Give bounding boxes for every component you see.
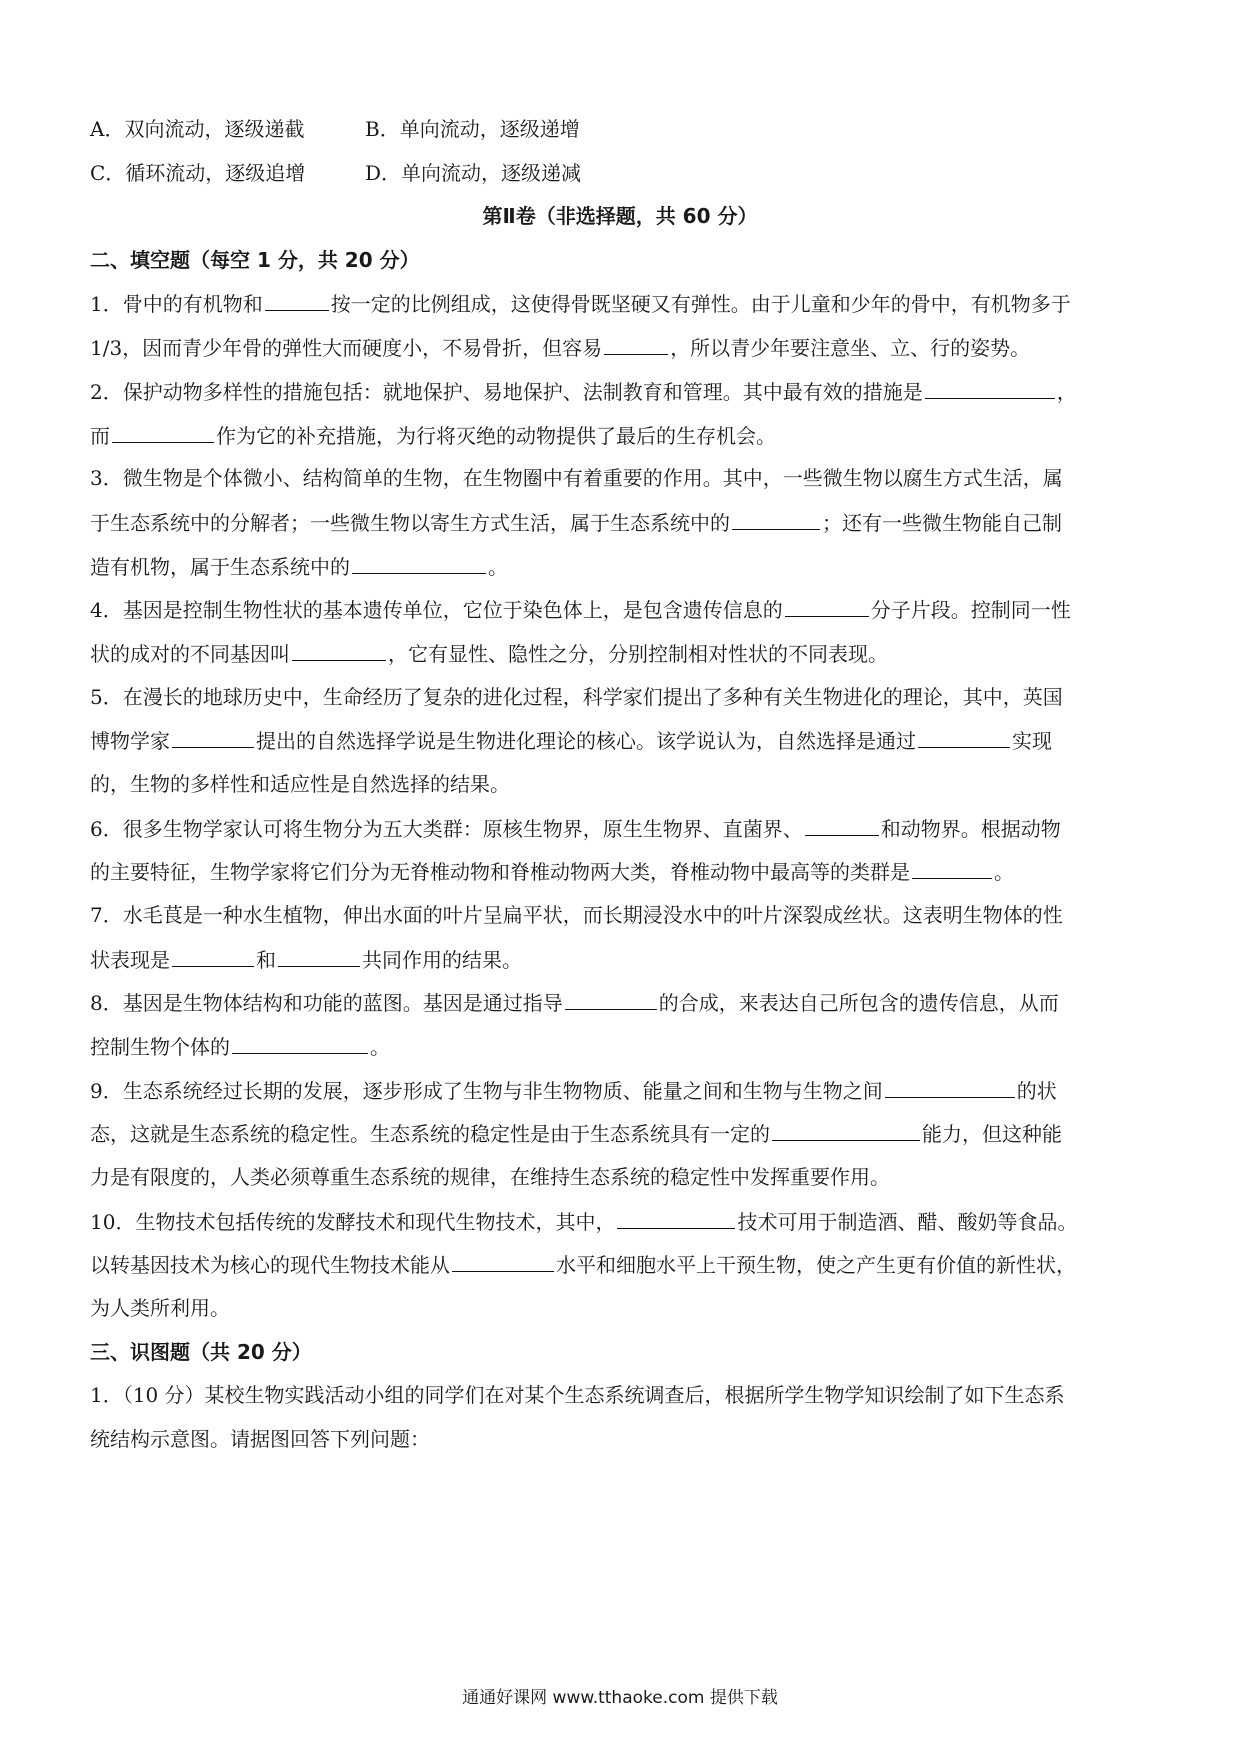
q9-text: 9．生态系统经过长期的发展，逐步形成了生物与非生物物质、能量之间和生物与生物之间 bbox=[90, 1079, 883, 1103]
answer-blank[interactable] bbox=[265, 290, 329, 311]
q10-line-3: 为人类所利用。 bbox=[90, 1296, 230, 1320]
answer-blank[interactable] bbox=[352, 553, 486, 574]
q6-text: 的主要特征，生物学家将它们分为无脊椎动物和脊椎动物两大类，脊椎动物中最高等的类群是 bbox=[90, 860, 910, 884]
q10-text: 水平和细胞水平上干预生物，使之产生更有价值的新性状， bbox=[556, 1253, 1076, 1277]
q8-text: 控制生物个体的 bbox=[90, 1035, 230, 1059]
q1-line-2 bbox=[90, 334, 1030, 361]
answer-blank[interactable] bbox=[617, 1208, 735, 1229]
q4-line-2 bbox=[90, 640, 888, 667]
q10-text: 以转基因技术为核心的现代生物技术能从 bbox=[90, 1253, 450, 1277]
q6-text: 。 bbox=[994, 860, 1014, 884]
q10-text: 10．生物技术包括传统的发酵技术和现代生物技术，其中， bbox=[90, 1210, 616, 1234]
q9-text: 态，这就是生态系统的稳定性。生态系统的稳定性是由于生态系统具有一定的 bbox=[90, 1122, 770, 1146]
q8-line-1 bbox=[90, 989, 1059, 1016]
option-a: A．双向流动，逐级递截 bbox=[90, 117, 305, 141]
q4-line-1 bbox=[90, 596, 1071, 623]
q5-text: 博物学家 bbox=[90, 729, 170, 753]
q3-line-1: 3．微生物是个体微小、结构简单的生物，在生物圈中有着重要的作用。其中，一些微生物以腐生方式生活，属 bbox=[90, 466, 1063, 490]
q10-line-1 bbox=[90, 1208, 1077, 1235]
options-row-2 bbox=[90, 160, 581, 186]
q3-text: 于生态系统中的分解者；一些微生物以寄生方式生活，属于生态系统中的 bbox=[90, 511, 730, 535]
q5-text: 实现 bbox=[1012, 729, 1052, 753]
diagram-heading: 三、识图题（共 20 分） bbox=[90, 1340, 312, 1364]
answer-blank[interactable] bbox=[452, 1251, 554, 1272]
d1-line-1: 1．（10 分）某校生物实践活动小组的同学们在对某个生态系统调查后，根据所学生物学知识绘制了如下生态系 bbox=[90, 1383, 1065, 1407]
q10-line-2 bbox=[90, 1251, 1076, 1278]
answer-blank[interactable] bbox=[925, 378, 1055, 399]
answer-blank[interactable] bbox=[604, 334, 668, 355]
q5-line-2 bbox=[90, 727, 1052, 754]
q1-text: 按一定的比例组成，这使得骨既坚硬又有弹性。由于儿童和少年的骨中，有机物多于 bbox=[330, 292, 1071, 316]
answer-blank[interactable] bbox=[805, 815, 879, 836]
q3-line-3 bbox=[90, 553, 508, 580]
answer-blank[interactable] bbox=[732, 509, 820, 530]
answer-blank[interactable] bbox=[112, 422, 214, 443]
q4-text: 状的成对的不同基因叫 bbox=[90, 642, 290, 666]
q1-line-1 bbox=[90, 290, 1071, 317]
q9-line-1 bbox=[90, 1077, 1057, 1104]
answer-blank[interactable] bbox=[172, 946, 254, 967]
q2-text: 2．保护动物多样性的措施包括：就地保护、易地保护、法制教育和管理。其中最有效的措施是 bbox=[90, 380, 923, 404]
q5-line-3: 的，生物的多样性和适应性是自然选择的结果。 bbox=[90, 772, 510, 796]
q7-text: 状表现是 bbox=[90, 948, 170, 972]
options-row-1 bbox=[90, 116, 580, 142]
fill-heading: 二、填空题（每空 1 分，共 20 分） bbox=[90, 248, 420, 272]
q3-text: 造有机物，属于生态系统中的 bbox=[90, 555, 350, 579]
q10-text: 技术可用于制造酒、醋、酸奶等食品。 bbox=[737, 1210, 1078, 1234]
footer-credit: 通通好课网 www.tthaoke.com 提供下载 bbox=[462, 1688, 778, 1708]
q2-text: 作为它的补充措施，为行将灭绝的动物提供了最后的生存机会。 bbox=[216, 424, 776, 448]
option-c: C．循环流动，逐级追增 bbox=[90, 161, 306, 185]
answer-blank[interactable] bbox=[772, 1120, 920, 1141]
option-b: B．单向流动，逐级递增 bbox=[365, 117, 580, 141]
q6-text: 和动物界。根据动物 bbox=[880, 817, 1061, 841]
q7-line-2 bbox=[90, 946, 522, 973]
q8-text: 8．基因是生物体结构和功能的蓝图。基因是通过指导 bbox=[90, 991, 563, 1015]
q9-line-3: 力是有限度的，人类必须尊重生态系统的规律，在维持生态系统的稳定性中发挥重要作用。 bbox=[90, 1165, 890, 1189]
section-title: 第Ⅱ卷（非选择题，共 60 分） bbox=[482, 204, 758, 228]
q2-line-1 bbox=[90, 378, 1077, 405]
q2-line-2 bbox=[90, 422, 776, 449]
q1-text: 1/3，因而青少年骨的弹性大而硬度小，不易骨折，但容易 bbox=[90, 336, 603, 360]
q6-line-1 bbox=[90, 815, 1061, 842]
q7-text: 和 bbox=[256, 948, 276, 972]
q5-text: 提出的自然选择学说是生物进化理论的核心。该学说认为，自然选择是通过 bbox=[256, 729, 916, 753]
q2-text: ， bbox=[1056, 380, 1077, 404]
q8-text: 。 bbox=[370, 1035, 390, 1059]
answer-blank[interactable] bbox=[278, 946, 360, 967]
q1-text: 1．骨中的有机物和 bbox=[90, 292, 263, 316]
q6-line-2 bbox=[90, 858, 1014, 885]
q7-line-1: 7．水毛茛是一种水生植物，伸出水面的叶片呈扁平状，而长期浸没水中的叶片深裂成丝状。这表明生物体的性 bbox=[90, 903, 1063, 927]
q9-line-2 bbox=[90, 1120, 1062, 1147]
q3-text: 。 bbox=[488, 555, 508, 579]
answer-blank[interactable] bbox=[912, 858, 992, 879]
q4-text: ，它有显性、隐性之分，分别控制相对性状的不同表现。 bbox=[388, 642, 888, 666]
answer-blank[interactable] bbox=[918, 727, 1010, 748]
answer-blank[interactable] bbox=[565, 989, 657, 1010]
q2-text: 而 bbox=[90, 424, 110, 448]
q4-text: 4．基因是控制生物性状的基本遗传单位，它位于染色体上，是包含遗传信息的 bbox=[90, 598, 783, 622]
q7-text: 共同作用的结果。 bbox=[362, 948, 522, 972]
q9-text: 的状 bbox=[1016, 1079, 1057, 1103]
q5-line-1: 5．在漫长的地球历史中，生命经历了复杂的进化过程，科学家们提出了多种有关生物进化的理论，其中，英国 bbox=[90, 685, 1063, 709]
answer-blank[interactable] bbox=[232, 1033, 368, 1054]
q8-line-2 bbox=[90, 1033, 390, 1060]
option-d: D．单向流动，逐级递减 bbox=[365, 161, 582, 185]
q8-text: 的合成，来表达自己所包含的遗传信息，从而 bbox=[658, 991, 1059, 1015]
answer-blank[interactable] bbox=[785, 596, 869, 617]
q4-text: 分子片段。控制同一性 bbox=[870, 598, 1071, 622]
q3-text: ；还有一些微生物能自己制 bbox=[822, 511, 1062, 535]
d1-line-2: 统结构示意图。请据图回答下列问题： bbox=[90, 1427, 430, 1451]
q3-line-2 bbox=[90, 509, 1062, 536]
answer-blank[interactable] bbox=[292, 640, 386, 661]
answer-blank[interactable] bbox=[885, 1077, 1015, 1098]
q1-text: ，所以青少年要注意坐、立、行的姿势。 bbox=[670, 336, 1031, 360]
answer-blank[interactable] bbox=[172, 727, 254, 748]
q6-text: 6．很多生物学家认可将生物分为五大类群：原核生物界，原生生物界、直菌界、 bbox=[90, 817, 803, 841]
q9-text: 能力，但这种能 bbox=[922, 1122, 1062, 1146]
